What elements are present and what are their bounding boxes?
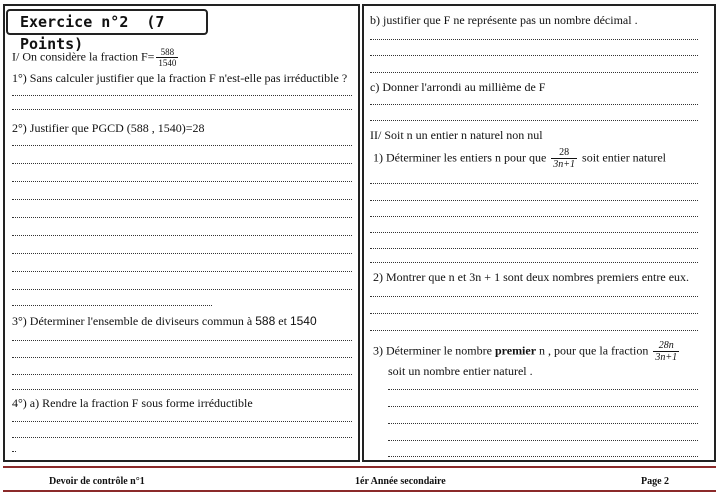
question-3 <box>12 314 317 328</box>
answer-line <box>12 451 16 452</box>
answer-line <box>12 199 352 200</box>
question-3-prefix: 3°) Déterminer l'ensemble de diviseurs commun à <box>12 314 256 328</box>
part2-q1-suffix: soit entier naturel <box>582 150 667 165</box>
question-3-mid: et <box>275 314 290 328</box>
part2-q3-prefix: 3) Déterminer le nombre <box>373 343 495 358</box>
part2-question-1 <box>373 147 666 170</box>
answer-line <box>12 163 352 164</box>
answer-line <box>370 313 698 314</box>
answer-line <box>12 217 352 218</box>
answer-line <box>12 289 352 290</box>
fraction-28n-over-3n1 <box>653 340 679 363</box>
answer-line <box>388 423 698 424</box>
answer-line <box>12 421 352 422</box>
answer-line <box>12 437 352 438</box>
part2-statement: II/ Soit n un entier n naturel non nul <box>370 128 543 142</box>
fraction-denominator: 3n+1 <box>553 159 576 170</box>
answer-line <box>370 104 698 105</box>
answer-line <box>12 374 352 375</box>
answer-line <box>370 55 698 56</box>
footer-page-number: Page 2 <box>641 476 670 487</box>
answer-line <box>12 271 352 272</box>
answer-line <box>12 253 352 254</box>
answer-line <box>12 235 352 236</box>
question-4a: 4°) a) Rendre la fraction F sous forme irréductible <box>12 396 253 410</box>
answer-line <box>370 262 698 263</box>
answer-line <box>370 232 698 233</box>
fraction-28-over-3n1 <box>551 147 577 170</box>
answer-line <box>388 456 698 457</box>
answer-line <box>388 406 698 407</box>
exercise-title-text: Exercice n°2 <box>20 13 129 31</box>
question-1: 1°) Sans calculer justifier que la fraction F n'est-elle pas irréductible ? <box>12 71 348 85</box>
fraction-numerator: 28n <box>653 340 679 352</box>
question-2: 2°) Justifier que PGCD (588 , 1540)=28 <box>12 121 205 135</box>
answer-line <box>370 216 698 217</box>
part2-q1-prefix: 1) Déterminer les entiers n pour que <box>373 150 547 165</box>
answer-line <box>370 248 698 249</box>
part2-question-3-line2: soit un nombre entier naturel . <box>388 364 533 378</box>
answer-line <box>370 72 698 73</box>
answer-line <box>370 183 698 184</box>
footer-underline <box>3 490 716 492</box>
part2-question-3 <box>373 340 681 363</box>
fraction-denominator: 3n+1 <box>655 352 678 363</box>
part1-prefix: I/ On considère la fraction F= <box>12 49 155 64</box>
fraction-f-numerator: 588 <box>156 47 178 58</box>
answer-line <box>370 296 698 297</box>
answer-line <box>12 109 352 110</box>
answer-line <box>12 305 212 306</box>
answer-line <box>370 39 698 40</box>
question-b: b) justifier que F ne représente pas un nombre décimal . <box>370 13 638 27</box>
answer-line <box>12 389 352 390</box>
answer-line <box>12 357 352 358</box>
page-footer <box>3 466 716 492</box>
answer-line <box>370 330 698 331</box>
exercise-points: (7 Points) <box>20 13 165 53</box>
word-premier: premier <box>494 343 537 358</box>
fraction-f <box>156 47 178 68</box>
part2-q3-mid: n , pour que la fraction <box>536 343 649 358</box>
answer-line <box>370 120 698 121</box>
part1-statement <box>12 47 180 68</box>
footer-grade-level: 1ér Année secondaire <box>355 476 446 487</box>
fraction-f-denominator: 1540 <box>158 58 177 68</box>
answer-line <box>388 440 698 441</box>
answer-line <box>388 389 698 390</box>
number-588: 588 <box>255 314 276 328</box>
answer-line <box>12 145 352 146</box>
answer-line <box>12 95 352 96</box>
number-1540: 1540 <box>289 314 317 328</box>
part2-question-2: 2) Montrer que n et 3n + 1 sont deux nombres premiers entre eux. <box>373 270 690 284</box>
answer-line <box>12 181 352 182</box>
footer-exam-name: Devoir de contrôle n°1 <box>49 476 145 487</box>
fraction-numerator: 28 <box>551 147 577 159</box>
answer-line <box>370 200 698 201</box>
answer-line <box>12 340 352 341</box>
question-c: c) Donner l'arrondi au millième de F <box>370 80 546 94</box>
